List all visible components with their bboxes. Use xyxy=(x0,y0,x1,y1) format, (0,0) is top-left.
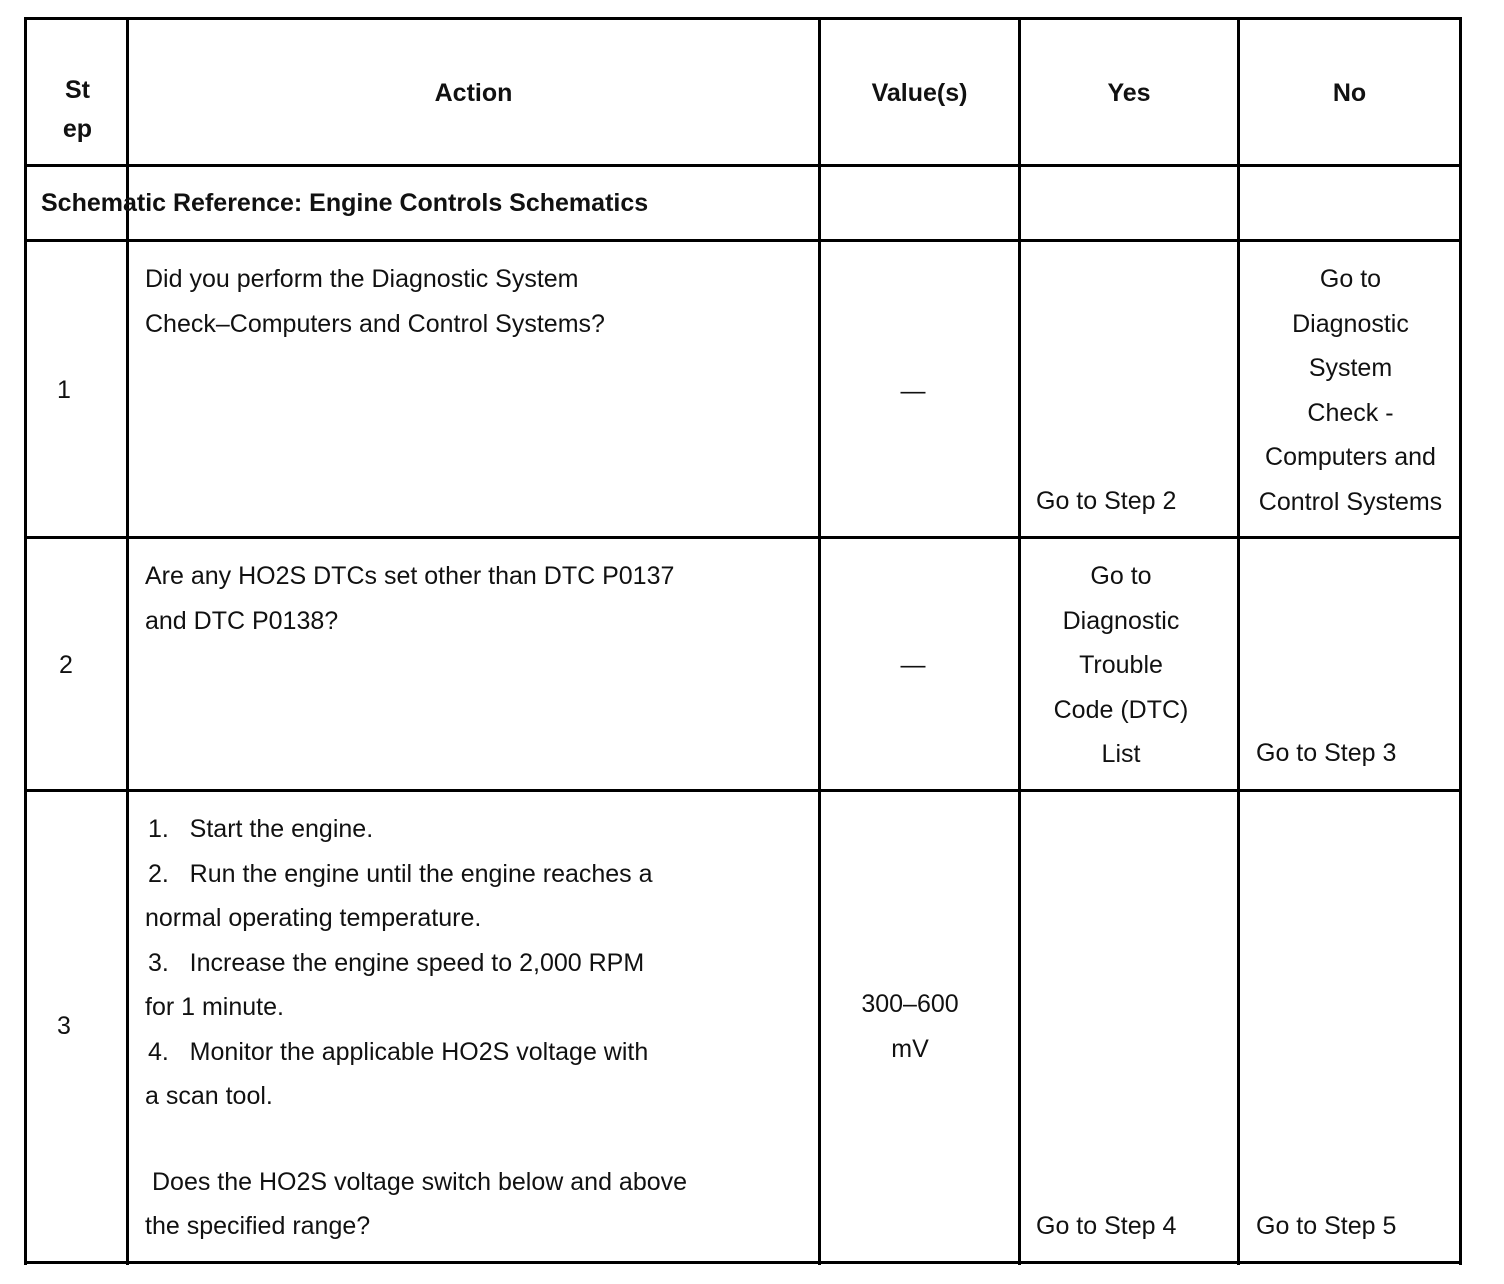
step-number: 1 xyxy=(57,376,71,404)
action-line: Are any HO2S DTCs set other than DTC P0137 xyxy=(145,562,675,590)
row-divider xyxy=(24,164,1462,167)
step-number: 2 xyxy=(59,651,73,679)
row-action xyxy=(145,554,674,643)
action-line: Did you perform the Diagnostic System xyxy=(145,265,579,293)
yes-line: Go to xyxy=(1090,562,1152,590)
no-line: Go to xyxy=(1319,265,1382,293)
value-line: mV xyxy=(891,1035,929,1063)
row-action xyxy=(145,807,687,1249)
no-line: Check - xyxy=(1307,398,1394,427)
action-line: 2. Run the engine until the engine reaches a xyxy=(148,859,653,888)
action-line: Does the HO2S voltage switch below and above xyxy=(152,1167,688,1196)
action-line: for 1 minute. xyxy=(145,993,284,1021)
action-line: 4. Monitor the applicable HO2S voltage with xyxy=(148,1037,649,1066)
action-line: 3. Increase the engine speed to 2,000 RPM xyxy=(148,948,645,977)
row-yes: Go to Step 2 xyxy=(1036,487,1177,515)
header-action: Action xyxy=(434,79,513,107)
step-number: 3 xyxy=(57,1012,71,1040)
header-values: Value(s) xyxy=(871,79,968,107)
yes-line: Trouble xyxy=(1079,651,1163,679)
action-line: 1. Start the engine. xyxy=(148,815,374,843)
header-step-line2: ep xyxy=(62,115,93,143)
column-divider xyxy=(818,17,821,1265)
action-line: the specified range? xyxy=(145,1212,371,1240)
action-line: Check–Computers and Control Systems? xyxy=(145,309,605,338)
row-value: — xyxy=(900,377,926,405)
action-line: normal operating temperature. xyxy=(145,904,482,932)
action-line: and DTC P0138? xyxy=(145,606,339,635)
yes-line: List xyxy=(1101,740,1141,768)
row-divider xyxy=(24,239,1462,242)
row-no: Go to Step 3 xyxy=(1256,739,1397,767)
no-line: Diagnostic xyxy=(1292,309,1409,338)
table-border-left xyxy=(24,17,27,1265)
yes-line: Diagnostic xyxy=(1062,606,1180,635)
table-border-right xyxy=(1459,17,1462,1265)
no-line: Computers and xyxy=(1265,443,1436,471)
header-no: No xyxy=(1332,79,1367,107)
row-no: Go to Step 5 xyxy=(1256,1212,1397,1240)
row-divider xyxy=(24,536,1462,539)
no-line: Control Systems xyxy=(1258,487,1443,516)
row-divider xyxy=(24,789,1462,792)
table-border-top xyxy=(24,17,1462,20)
header-step-line1: St xyxy=(65,76,90,104)
no-line: System xyxy=(1308,354,1393,382)
header-yes: Yes xyxy=(1107,79,1151,107)
row-action xyxy=(145,257,605,346)
row-value xyxy=(821,982,999,1072)
row-yes: Go to Step 4 xyxy=(1036,1212,1177,1240)
value-line: 300–600 xyxy=(861,990,959,1018)
schematic-reference: Schematic Reference: Engine Controls Schematics xyxy=(41,189,649,217)
table-border-bottom xyxy=(24,1261,1462,1264)
row-value: — xyxy=(900,651,926,679)
header-step xyxy=(29,71,126,149)
column-divider xyxy=(1237,17,1240,1265)
action-line: a scan tool. xyxy=(145,1082,273,1110)
row-yes xyxy=(1021,554,1221,777)
row-no xyxy=(1242,257,1459,524)
yes-line: Code (DTC) xyxy=(1053,695,1189,724)
